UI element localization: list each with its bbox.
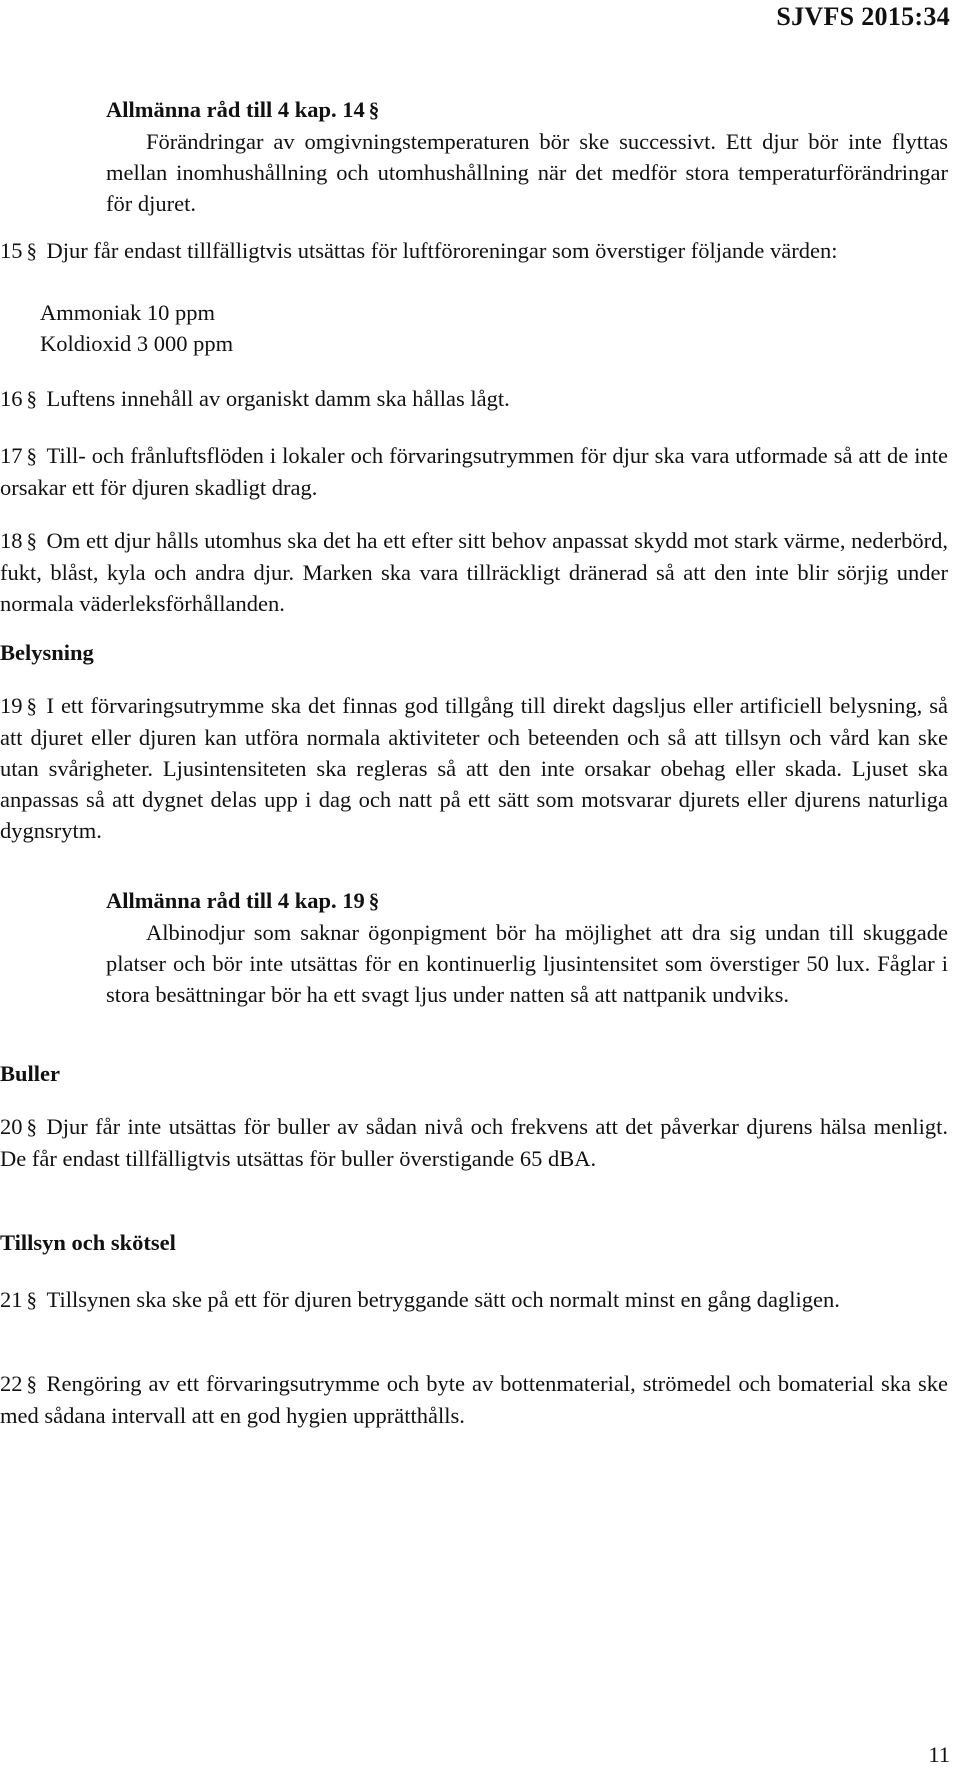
paragraph-number: 21: [0, 1287, 23, 1312]
section-symbol-icon: §: [368, 98, 380, 122]
paragraph-number: 17: [0, 443, 23, 468]
paragraph-number: 15: [0, 238, 23, 263]
paragraph-text: Rengöring av ett förvaringsutrymme och byte av bottenmaterial, strömedel och bomaterial ska ske med sådana intervall att en god hygien upprätthålls.: [0, 1371, 948, 1428]
section-symbol-icon: §: [26, 1115, 37, 1139]
paragraph-text: Tillsynen ska ske på ett för djuren betryggande sätt och normalt minst en gång dagligen.: [46, 1287, 840, 1312]
section-symbol-icon: §: [26, 694, 37, 718]
general-advice-14: [106, 94, 948, 219]
paragraph-text: Till- och frånluftsflöden i lokaler och förvaringsutrymmen för djur ska vara utformade så att de inte orsakar ett för djuren skadligt drag.: [0, 443, 948, 500]
paragraph-text: Om ett djur hålls utomhus ska det ha ett efter sitt behov anpassat skydd mot stark värme, nederbörd, fukt, blåst, kyla och andra djur. Marken ska vara tillräckligt dränerad så att den inte blir sörjig under normala väderleksförhållanden.: [0, 528, 948, 616]
general-advice-19-title: Allmänna råd till 4 kap. 19 §: [106, 888, 389, 913]
paragraph-15: [0, 235, 948, 267]
paragraph-22: [0, 1368, 948, 1431]
paragraph-text: Djur får endast tillfälligtvis utsättas för luftföroreningar som överstiger följande värden:: [46, 238, 838, 263]
general-advice-14-text: Förändringar av omgivningstemperaturen bör ske successivt. Ett djur bör inte flyttas mellan inomhushållning och utomhushållning när det medför stora temperaturförändringar för djuret.: [106, 129, 948, 216]
paragraph-text: Djur får inte utsättas för buller av sådan nivå och frekvens att det påverkar djurens hälsa menligt. De får endast tillfälligtvis utsättas för buller överstigande 65 dBA.: [0, 1114, 948, 1171]
paragraph-17: [0, 440, 948, 503]
limit-carbon-dioxide: Koldioxid 3 000 ppm: [40, 331, 234, 356]
section-heading-belysning: Belysning: [0, 640, 94, 665]
section-heading-tillsyn: Tillsyn och skötsel: [0, 1230, 176, 1255]
general-advice-19-text: Albinodjur som saknar ögonpigment bör ha möjlighet att dra sig undan till skuggade platser och bör inte utsättas för en kontinuerlig ljusintensitet som överstiger 50 lux. Fåglar i stora besättningar bör ha ett svagt ljus under natten så att nattpanik undviks.: [106, 920, 948, 1007]
section-symbol-icon: §: [26, 387, 37, 411]
section-symbol-icon: §: [26, 1288, 37, 1312]
paragraph-number: 20: [0, 1114, 23, 1139]
paragraph-21: [0, 1284, 948, 1316]
section-symbol-icon: §: [368, 889, 380, 913]
document-code-header: SJVFS 2015:34: [776, 2, 950, 31]
paragraph-text: I ett förvaringsutrymme ska det finnas god tillgång till direkt dagsljus eller artificiell belysning, så att djuret eller djuren kan utföra normala aktiviteter och beteenden och så att tillsyn och vård kan ske utan svårigheter. Ljusintensiteten ska regleras så att den inte orsakar obehag eller skada. Ljuset ska anpassas så att dygnet delas upp i dag och natt på ett sätt som motsvarar djurets eller djurens naturliga dygnsrytm.: [0, 693, 948, 843]
paragraph-number: 19: [0, 693, 23, 718]
section-symbol-icon: §: [26, 444, 37, 468]
paragraph-16: [0, 383, 948, 415]
section-heading-buller: Buller: [0, 1061, 60, 1086]
general-advice-14-title: Allmänna råd till 4 kap. 14 §: [106, 97, 389, 122]
paragraph-18: [0, 525, 948, 619]
section-symbol-icon: §: [26, 239, 37, 263]
paragraph-number: 18: [0, 528, 23, 553]
general-advice-19: [106, 885, 948, 1010]
paragraph-number: 16: [0, 386, 23, 411]
section-symbol-icon: §: [26, 1372, 37, 1396]
paragraph-text: Luftens innehåll av organiskt damm ska hållas lågt.: [46, 386, 510, 411]
page-number: 11: [928, 1742, 950, 1767]
paragraph-20: [0, 1111, 948, 1174]
limit-ammonia: Ammoniak 10 ppm: [40, 300, 215, 325]
paragraph-19: [0, 690, 948, 846]
paragraph-number: 22: [0, 1371, 23, 1396]
section-symbol-icon: §: [26, 529, 37, 553]
